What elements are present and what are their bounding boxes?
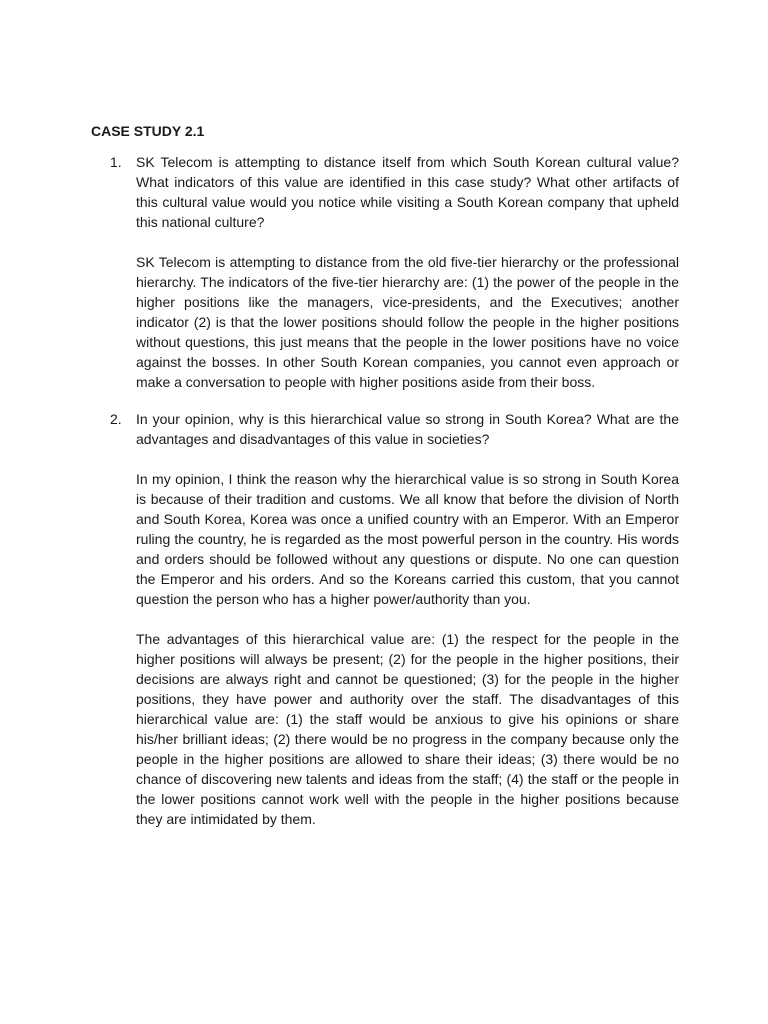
question-number: 2. [110, 411, 122, 427]
answer-paragraph: SK Telecom is attempting to distance from the old five-tier hierarchy or the professional hierarchy. The indicators of the five-tier hierarchy are: (1) the power of the people in the higher positions like the managers, vice-presidents, and the Executives; another indicator (2) is that the lower positions should follow the people in the higher positions without questions, this just means that the people in the lower positions have no voice against the bosses. In other South Korean companies, you cannot even approach or make a conversation to people with higher positions aside from their boss. [136, 254, 679, 390]
answer-paragraph: In my opinion, I think the reason why the hierarchical value is so strong in South Korea is because of their tradition and customs. We all know that before the division of North and South Korea, Korea was once a unified country with an Emperor. With an Emperor ruling the country, he is regarded as the most powerful person in the country. His words and orders should be followed without any questions or dispute. No one can question the Emperor and his orders. And so the Koreans carried this custom, that you cannot question the person who has a higher power/authority than you. [136, 471, 679, 607]
question-number: 1. [110, 154, 122, 170]
question-list [0, 152, 768, 846]
question-item-2 [0, 409, 768, 829]
question-text: SK Telecom is attempting to distance itself from which South Korean cultural value? What indicators of this value are identified in this case study? What other artifacts of this cultural value would you notice while visiting a South Korean company that upheld this national culture? [136, 154, 679, 230]
answer-paragraph: The advantages of this hierarchical value are: (1) the respect for the people in the higher positions will always be present; (2) for the people in the higher positions, their decisions are always right and cannot be questioned; (3) for the people in the higher positions, they have power and authority over the staff. The disadvantages of this hierarchical value are: (1) the staff would be anxious to give his opinions or share his/her brilliant ideas; (2) there would be no progress in the company because only the people in the higher positions are allowed to share their ideas; (3) there would be no chance of discovering new talents and ideas from the staff; (4) the staff or the people in the lower positions cannot work well with the people in the higher positions because they are intimidated by them. [136, 631, 679, 827]
question-text: In your opinion, why is this hierarchical value so strong in South Korea? What are the advantages and disadvantages of this value in societies? [136, 411, 679, 447]
question-item-1 [0, 152, 768, 392]
document-title: CASE STUDY 2.1 [91, 123, 205, 139]
